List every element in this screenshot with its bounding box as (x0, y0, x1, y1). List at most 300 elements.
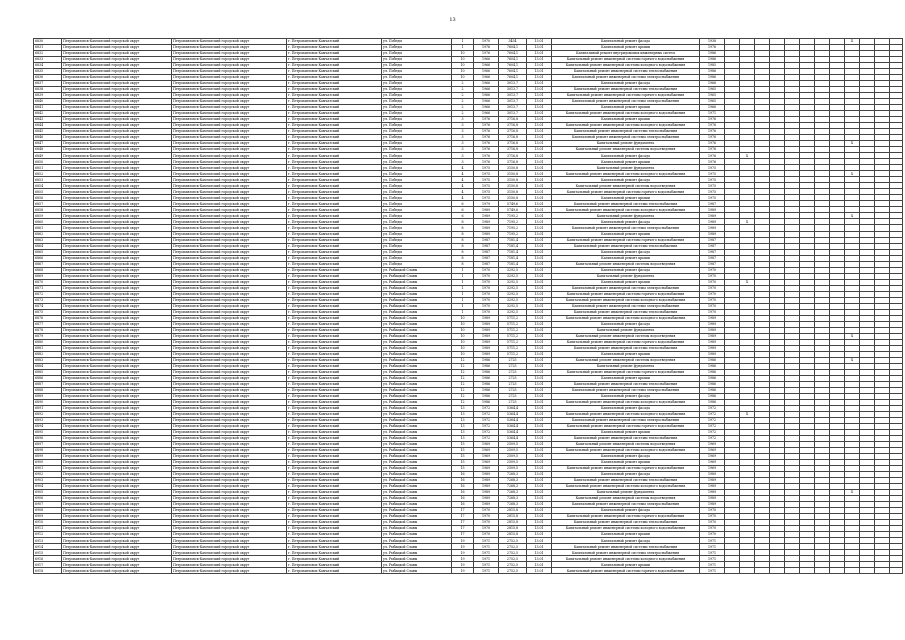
settlement-cell: Петропавловск-Камчатский городской округ (172, 363, 287, 369)
marker-cell: X (845, 490, 860, 496)
work-type-cell: Капитальный ремонт инженерной системы электроснабжения (552, 303, 700, 309)
code-cell: 13.01 (527, 81, 552, 87)
repair-year-cell: 1989 (700, 321, 725, 327)
work-type-cell: Капитальный ремонт фундамента (552, 165, 700, 171)
row-id: 6865 (34, 249, 62, 255)
code-cell: 13.01 (527, 105, 552, 111)
work-type-cell: Капитальный ремонт крыши (552, 562, 700, 568)
built-year-cell: 1989 (474, 472, 499, 478)
city-cell: г. Петропавловск-Камчатский (287, 357, 382, 363)
municipality-cell: Петропавловск-Камчатский городской округ (62, 430, 172, 436)
city-cell: г. Петропавловск-Камчатский (287, 111, 382, 117)
code-cell: 13.01 (527, 417, 552, 423)
municipality-cell: Петропавловск-Камчатский городской округ (62, 285, 172, 291)
row-id: 6881 (34, 345, 62, 351)
municipality-cell: Петропавловск-Камчатский городской округ (62, 321, 172, 327)
house-cell: 6 (452, 207, 474, 213)
repair-year-cell: 1989 (700, 496, 725, 502)
house-cell: 10 (452, 321, 474, 327)
street-cell: ул. Победы (382, 177, 452, 183)
street-cell: ул. Рыбацкой Славы (382, 333, 452, 339)
area-cell: 3716,8 (499, 147, 527, 153)
work-type-cell: Капитальный ремонт инженерной системы теплоснабжения (552, 201, 700, 207)
repair-year-cell: 1971 (700, 111, 725, 117)
settlement-cell: Петропавловск-Камчатский городской округ (172, 411, 287, 417)
municipality-cell: Петропавловск-Камчатский городской округ (62, 273, 172, 279)
work-type-cell: Капитальный ремонт инженерной системы холодного водоснабжения (552, 556, 700, 562)
row-id: 6893 (34, 417, 62, 423)
code-cell: 13.01 (527, 424, 552, 430)
settlement-cell: Петропавловск-Камчатский городской округ (172, 93, 287, 99)
street-cell: ул. Рыбацкой Славы (382, 375, 452, 381)
settlement-cell: Петропавловск-Камчатский городской округ (172, 171, 287, 177)
repair-year-cell: 1976 (700, 129, 725, 135)
house-cell: 10 (452, 69, 474, 75)
street-cell: ул. Рыбацкой Славы (382, 526, 452, 532)
street-cell: ул. Рыбацкой Славы (382, 345, 452, 351)
repair-year-cell: 1970 (700, 526, 725, 532)
area-cell: 3716,8 (499, 135, 527, 141)
street-cell: ул. Рыбацкой Славы (382, 562, 452, 568)
work-type-cell: Капитальный ремонт инженерной системы горячего водоснабжения (552, 57, 700, 63)
settlement-cell: Петропавловск-Камчатский городской округ (172, 357, 287, 363)
built-year-cell: 1989 (474, 333, 499, 339)
municipality-cell: Петропавловск-Камчатский городской округ (62, 51, 172, 57)
area-cell: 2752,5 (499, 538, 527, 544)
street-cell: ул. Рыбацкой Славы (382, 508, 452, 514)
work-type-cell: Капитальный ремонт инженерной системы холодного водоснабжения (552, 448, 700, 454)
repair-year-cell: 1969 (700, 448, 725, 454)
row-id: 6882 (34, 351, 62, 357)
municipality-cell: Петропавловск-Камчатский городской округ (62, 399, 172, 405)
work-type-cell: Капитальный ремонт фасада (552, 267, 700, 273)
built-year-cell: 1966 (474, 105, 499, 111)
city-cell: г. Петропавловск-Камчатский (287, 363, 382, 369)
row-id: 6866 (34, 255, 62, 261)
built-year-cell: 1976 (474, 159, 499, 165)
built-year-cell: 1972 (474, 424, 499, 430)
settlement-cell: Петропавловск-Камчатский городской округ (172, 105, 287, 111)
row-id: 6835 (34, 69, 62, 75)
street-cell: ул. Победы (382, 255, 452, 261)
row-id: 6886 (34, 375, 62, 381)
built-year-cell: 1986 (474, 357, 499, 363)
code-cell: 13.01 (527, 448, 552, 454)
code-cell: 13.01 (527, 99, 552, 105)
row-id: 6870 (34, 279, 62, 285)
street-cell: ул. Победы (382, 231, 452, 237)
settlement-cell: Петропавловск-Камчатский городской округ (172, 159, 287, 165)
area-cell: 2815,8 (499, 532, 527, 538)
street-cell: ул. Победы (382, 165, 452, 171)
built-year-cell: 1987 (474, 255, 499, 261)
city-cell: г. Петропавловск-Камчатский (287, 502, 382, 508)
marker-cell: X (740, 219, 755, 225)
row-id: 6867 (34, 261, 62, 267)
area-cell: 7195,2 (499, 231, 527, 237)
built-year-cell: 1986 (474, 399, 499, 405)
street-cell: ул. Рыбацкой Славы (382, 291, 452, 297)
city-cell: г. Петропавловск-Камчатский (287, 57, 382, 63)
municipality-cell: Петропавловск-Камчатский городской округ (62, 75, 172, 81)
settlement-cell: Петропавловск-Камчатский городской округ (172, 123, 287, 129)
area-cell: 2509,5 (499, 460, 527, 466)
work-type-cell: Капитальный ремонт фасада (552, 81, 700, 87)
area-cell: 2725 (499, 375, 527, 381)
house-cell: 8 (452, 237, 474, 243)
work-type-cell: Капитальный ремонт инженерной системы электроснабжения (552, 502, 700, 508)
repair-year-cell: 1989 (700, 490, 725, 496)
street-cell: ул. Победы (382, 261, 452, 267)
house-cell: 1 (452, 297, 474, 303)
area-cell: 7268,3 (499, 472, 527, 478)
area-cell: 2752,5 (499, 550, 527, 556)
city-cell: г. Петропавловск-Камчатский (287, 484, 382, 490)
row-id: 6844 (34, 123, 62, 129)
area-cell: 3150,8 (499, 171, 527, 177)
settlement-cell: Петропавловск-Камчатский городской округ (172, 381, 287, 387)
work-type-cell: Капитальный ремонт инженерной системы водоотведения (552, 442, 700, 448)
house-cell: 8 (452, 261, 474, 267)
settlement-cell: Петропавловск-Камчатский городской округ (172, 526, 287, 532)
street-cell: ул. Рыбацкой Славы (382, 405, 452, 411)
house-cell: 1 (452, 303, 474, 309)
city-cell: г. Петропавловск-Камчатский (287, 189, 382, 195)
code-cell: 13.01 (527, 556, 552, 562)
work-type-cell: Капитальный ремонт инженерной системы горячего водоснабжения (552, 568, 700, 574)
row-id: 6900 (34, 460, 62, 466)
repair-year-cell: 1989 (700, 207, 725, 213)
work-type-cell: Капитальный ремонт инженерной системы водоотведения (552, 147, 700, 153)
city-cell: г. Петропавловск-Камчатский (287, 105, 382, 111)
municipality-cell: Петропавловск-Камчатский городской округ (62, 303, 172, 309)
area-cell: 3292,5 (499, 309, 527, 315)
settlement-cell: Петропавловск-Камчатский городской округ (172, 544, 287, 550)
settlement-cell: Петропавловск-Камчатский городской округ (172, 135, 287, 141)
built-year-cell: 1989 (474, 490, 499, 496)
house-cell: 12 (452, 375, 474, 381)
municipality-cell: Петропавловск-Камчатский городской округ (62, 165, 172, 171)
row-id: 6846 (34, 135, 62, 141)
street-cell: ул. Победы (382, 69, 452, 75)
repair-year-cell: 1989 (700, 315, 725, 321)
municipality-cell: Петропавловск-Камчатский городской округ (62, 538, 172, 544)
settlement-cell: Петропавловск-Камчатский городской округ (172, 303, 287, 309)
built-year-cell: 1989 (474, 502, 499, 508)
city-cell: г. Петропавловск-Камчатский (287, 99, 382, 105)
built-year-cell: 1989 (474, 339, 499, 345)
work-type-cell: Капитальный ремонт инженерной системы водоотведения (552, 333, 700, 339)
city-cell: г. Петропавловск-Камчатский (287, 520, 382, 526)
city-cell: г. Петропавловск-Камчатский (287, 448, 382, 454)
repair-year-cell: 1989 (700, 213, 725, 219)
row-id: 6885 (34, 369, 62, 375)
house-cell: 19 (452, 550, 474, 556)
built-year-cell: 1970 (474, 297, 499, 303)
area-cell: 3716,8 (499, 123, 527, 129)
house-cell: 10 (452, 345, 474, 351)
built-year-cell: 1966 (474, 57, 499, 63)
city-cell: г. Петропавловск-Камчатский (287, 466, 382, 472)
code-cell: 13.01 (527, 159, 552, 165)
work-type-cell: Капитальный ремонт инженерной системы теплоснабжения (552, 243, 700, 249)
house-cell: 19 (452, 556, 474, 562)
built-year-cell: 1970 (474, 279, 499, 285)
built-year-cell: 1971 (474, 550, 499, 556)
work-type-cell: Капитальный ремонт фундамента (552, 490, 700, 496)
code-cell: 13.01 (527, 478, 552, 484)
area-cell: 7181,4 (499, 237, 527, 243)
marker-cell: X (740, 411, 755, 417)
city-cell: г. Петропавловск-Камчатский (287, 309, 382, 315)
city-cell: г. Петропавловск-Камчатский (287, 249, 382, 255)
area-cell: 3013,7 (499, 105, 527, 111)
settlement-cell: Петропавловск-Камчатский городской округ (172, 448, 287, 454)
city-cell: г. Петропавловск-Камчатский (287, 261, 382, 267)
settlement-cell: Петропавловск-Камчатский городской округ (172, 213, 287, 219)
house-cell: 2 (452, 111, 474, 117)
area-cell: 2725 (499, 363, 527, 369)
street-cell: ул. Рыбацкой Славы (382, 327, 452, 333)
municipality-cell: Петропавловск-Камчатский городской округ (62, 195, 172, 201)
work-type-cell: Капитальный ремонт крыши (552, 375, 700, 381)
area-cell: 2752,5 (499, 544, 527, 550)
city-cell: г. Петропавловск-Камчатский (287, 165, 382, 171)
house-cell: 4 (452, 171, 474, 177)
row-id: 6849 (34, 153, 62, 159)
repair-year-cell: 1986 (700, 375, 725, 381)
house-cell: 3 (452, 117, 474, 123)
repair-year-cell: 1986 (700, 369, 725, 375)
municipality-cell: Петропавловск-Камчатский городской округ (62, 562, 172, 568)
house-cell: 4 (452, 165, 474, 171)
code-cell: 13.01 (527, 129, 552, 135)
marker-cell: X (845, 39, 860, 45)
house-cell: 13 (452, 411, 474, 417)
municipality-cell: Петропавловск-Камчатский городской округ (62, 207, 172, 213)
municipality-cell: Петропавловск-Камчатский городской округ (62, 117, 172, 123)
settlement-cell: Петропавловск-Камчатский городской округ (172, 339, 287, 345)
work-type-cell: Капитальный ремонт крыши (552, 105, 700, 111)
house-cell: 4 (452, 183, 474, 189)
work-type-cell: Капитальный ремонт инженерной системы горячего водоснабжения (552, 369, 700, 375)
street-cell: ул. Рыбацкой Славы (382, 520, 452, 526)
city-cell: г. Петропавловск-Камчатский (287, 225, 382, 231)
municipality-cell: Петропавловск-Камчатский городской округ (62, 472, 172, 478)
municipality-cell: Петропавловск-Камчатский городской округ (62, 345, 172, 351)
area-cell: 7268,3 (499, 478, 527, 484)
code-cell: 13.01 (527, 339, 552, 345)
code-cell: 13.01 (527, 520, 552, 526)
row-id: 6874 (34, 303, 62, 309)
municipality-cell: Петропавловск-Камчатский городской округ (62, 508, 172, 514)
area-cell: 3150,8 (499, 183, 527, 189)
settlement-cell: Петропавловск-Камчатский городской округ (172, 315, 287, 321)
settlement-cell: Петропавловск-Камчатский городской округ (172, 369, 287, 375)
work-type-cell: Капитальный ремонт инженерной системы теплоснабжения (552, 544, 700, 550)
repair-year-cell: 1976 (700, 153, 725, 159)
municipality-cell: Петропавловск-Камчатский городской округ (62, 568, 172, 574)
city-cell: г. Петропавловск-Камчатский (287, 279, 382, 285)
built-year-cell: 1989 (474, 231, 499, 237)
repair-year-cell: 1989 (700, 472, 725, 478)
code-cell: 13.01 (527, 285, 552, 291)
municipality-cell: Петропавловск-Камчатский городской округ (62, 201, 172, 207)
row-id: 6897 (34, 442, 62, 448)
code-cell: 13.01 (527, 249, 552, 255)
code-cell: 13.01 (527, 484, 552, 490)
built-year-cell: 1972 (474, 405, 499, 411)
code-cell: 13.01 (527, 123, 552, 129)
row-id: 6884 (34, 363, 62, 369)
built-year-cell: 1972 (474, 436, 499, 442)
row-id: 6847 (34, 141, 62, 147)
code-cell: 13.01 (527, 442, 552, 448)
house-cell: 13 (452, 405, 474, 411)
area-cell: 7604,1 (499, 63, 527, 69)
work-type-cell: Капитальный ремонт фасада (552, 219, 700, 225)
settlement-cell: Петропавловск-Камчатский городской округ (172, 436, 287, 442)
street-cell: ул. Рыбацкой Славы (382, 556, 452, 562)
code-cell: 13.01 (527, 544, 552, 550)
repair-year-cell: 1987 (700, 261, 725, 267)
work-type-cell: Капитальный ремонт внутридомовых инженерных систем (552, 51, 700, 57)
street-cell: ул. Победы (382, 225, 452, 231)
row-id: 6855 (34, 189, 62, 195)
house-cell: 15 (452, 460, 474, 466)
built-year-cell: 1966 (474, 93, 499, 99)
code-cell: 13.01 (527, 213, 552, 219)
built-year-cell: 1975 (474, 165, 499, 171)
city-cell: г. Петропавловск-Камчатский (287, 273, 382, 279)
house-cell: 17 (452, 514, 474, 520)
row-id: 6878 (34, 327, 62, 333)
work-type-cell: Капитальный ремонт крыши (552, 532, 700, 538)
code-cell: 13.01 (527, 369, 552, 375)
marker-cell (860, 568, 875, 574)
work-type-cell: Капитальный ремонт крыши (552, 430, 700, 436)
built-year-cell: 1971 (474, 568, 499, 574)
municipality-cell: Петропавловск-Камчатский городской округ (62, 141, 172, 147)
city-cell: г. Петропавловск-Камчатский (287, 442, 382, 448)
work-type-cell: Капитальный ремонт инженерной системы холодного водоснабжения (552, 315, 700, 321)
marker-cell (725, 568, 740, 574)
code-cell: 13.01 (527, 135, 552, 141)
city-cell: г. Петропавловск-Камчатский (287, 243, 382, 249)
street-cell: ул. Рыбацкой Славы (382, 550, 452, 556)
area-cell: 7268,3 (499, 502, 527, 508)
work-type-cell: Капитальный ремонт крыши (552, 45, 700, 51)
area-cell: 3454 (499, 39, 527, 45)
area-cell: 3013,7 (499, 93, 527, 99)
row-id: 6836 (34, 75, 62, 81)
marker-cell (800, 568, 815, 574)
house-cell: 17 (452, 532, 474, 538)
work-type-cell: Капитальный ремонт инженерной системы горячего водоснабжения (552, 466, 700, 472)
built-year-cell: 1970 (474, 273, 499, 279)
row-id: 6853 (34, 177, 62, 183)
street-cell: ул. Рыбацкой Славы (382, 424, 452, 430)
built-year-cell: 1971 (474, 556, 499, 562)
area-cell: 3292,5 (499, 279, 527, 285)
municipality-cell: Петропавловск-Камчатский городской округ (62, 291, 172, 297)
street-cell: ул. Рыбацкой Славы (382, 273, 452, 279)
repair-year-cell: 1976 (700, 141, 725, 147)
municipality-cell: Петропавловск-Камчатский городской округ (62, 532, 172, 538)
street-cell: ул. Победы (382, 39, 452, 45)
built-year-cell: 1966 (474, 75, 499, 81)
code-cell: 13.01 (527, 189, 552, 195)
work-type-cell: Капитальный ремонт инженерной системы холодного водоснабжения (552, 63, 700, 69)
settlement-cell: Петропавловск-Камчатский городской округ (172, 466, 287, 472)
row-id: 6872 (34, 291, 62, 297)
municipality-cell: Петропавловск-Камчатский городской округ (62, 153, 172, 159)
marker-cell: X (845, 141, 860, 147)
street-cell: ул. Победы (382, 159, 452, 165)
repair-year-cell: 1976 (700, 45, 725, 51)
area-cell: 7268,3 (499, 496, 527, 502)
repair-year-cell: 1989 (700, 484, 725, 490)
code-cell: 13.01 (527, 351, 552, 357)
house-cell: 10 (452, 57, 474, 63)
settlement-cell: Петропавловск-Камчатский городской округ (172, 532, 287, 538)
work-type-cell: Капитальный ремонт инженерной системы горячего водоснабжения (552, 424, 700, 430)
code-cell: 13.01 (527, 436, 552, 442)
marker-cell (815, 568, 830, 574)
built-year-cell: 1986 (474, 381, 499, 387)
code-cell: 13.01 (527, 231, 552, 237)
work-type-cell: Капитальный ремонт фасада (552, 472, 700, 478)
city-cell: г. Петропавловск-Камчатский (287, 460, 382, 466)
area-cell: 5749,6 (499, 201, 527, 207)
row-id: 6873 (34, 297, 62, 303)
street-cell: ул. Рыбацкой Славы (382, 387, 452, 393)
code-cell: 13.01 (527, 532, 552, 538)
row-id: 6917 (34, 562, 62, 568)
built-year-cell: 1970 (474, 309, 499, 315)
row-id: 6877 (34, 321, 62, 327)
settlement-cell: Петропавловск-Камчатский городской округ (172, 195, 287, 201)
row-id: 6911 (34, 526, 62, 532)
built-year-cell: 1989 (474, 351, 499, 357)
repair-year-cell: 1970 (700, 285, 725, 291)
city-cell: г. Петропавловск-Камчатский (287, 405, 382, 411)
area-cell: 3716,8 (499, 153, 527, 159)
house-cell: 10 (452, 351, 474, 357)
built-year-cell: 1970 (474, 526, 499, 532)
settlement-cell: Петропавловск-Камчатский городской округ (172, 321, 287, 327)
area-cell: 5364,4 (499, 405, 527, 411)
house-cell: 17 (452, 508, 474, 514)
city-cell: г. Петропавловск-Камчатский (287, 141, 382, 147)
settlement-cell: Петропавловск-Камчатский городской округ (172, 442, 287, 448)
area-cell: 5364,4 (499, 411, 527, 417)
built-year-cell: 1989 (474, 321, 499, 327)
work-type-cell: Капитальный ремонт фасада (552, 538, 700, 544)
city-cell: г. Петропавловск-Камчатский (287, 327, 382, 333)
municipality-cell: Петропавловск-Камчатский городской округ (62, 63, 172, 69)
area-cell: 5711,2 (499, 345, 527, 351)
code-cell: 13.01 (527, 69, 552, 75)
city-cell: г. Петропавловск-Камчатский (287, 369, 382, 375)
row-id: 6918 (34, 568, 62, 574)
built-year-cell: 1986 (474, 393, 499, 399)
page-number: 13 (449, 17, 456, 23)
street-cell: ул. Рыбацкой Славы (382, 399, 452, 405)
house-cell: 13 (452, 430, 474, 436)
code-cell: 13.01 (527, 526, 552, 532)
settlement-cell: Петропавловск-Камчатский городской округ (172, 243, 287, 249)
